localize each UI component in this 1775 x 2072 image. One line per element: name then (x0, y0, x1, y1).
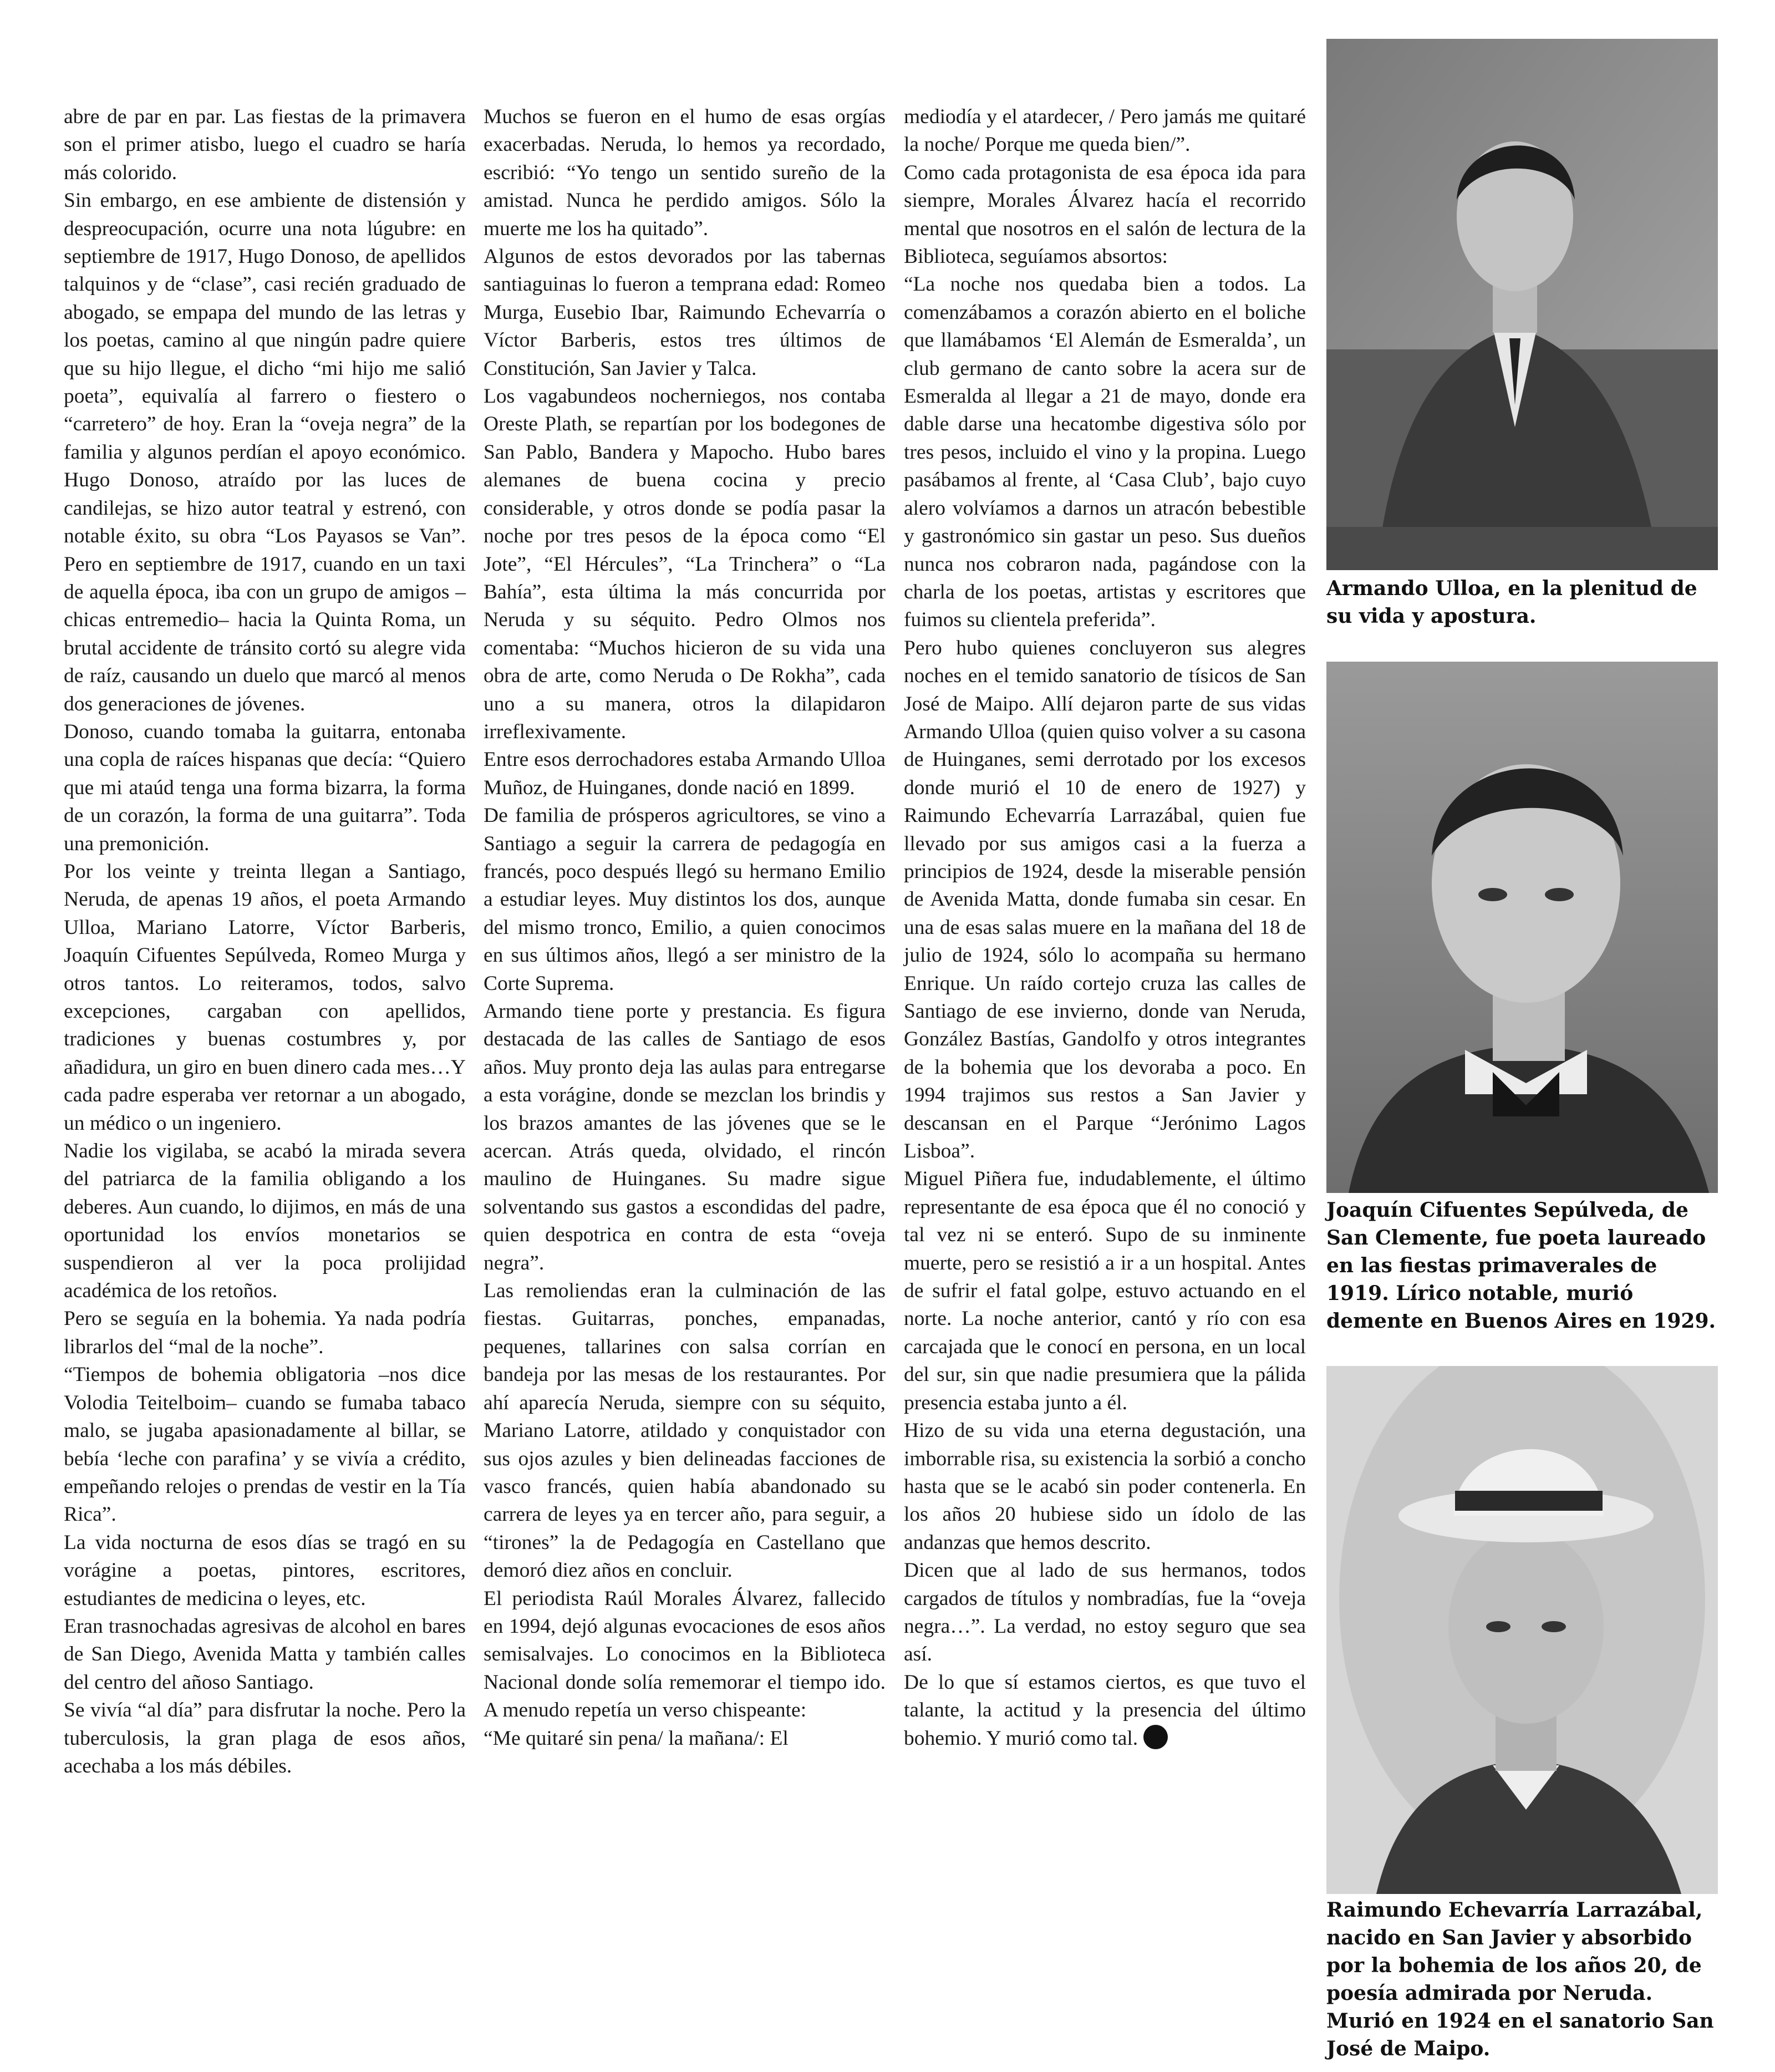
end-mark-icon (1143, 1725, 1168, 1749)
paragraph: El periodista Raúl Morales Álvarez, fallecido en 1994, dejó algunas evocaciones de esos años semisalvajes. Lo conocimos en la Biblioteca Nacional donde solía rememorar el tiempo ido. A menudo repetía un verso chispeante: (484, 1587, 886, 1722)
paragraph: Eran trasnochadas agresivas de alcohol en bares de San Diego, Avenida Matta y también calles del centro del añoso Santiago. (64, 1614, 466, 1694)
article-column-3 (904, 103, 1306, 1753)
paragraph: Donoso, cuando tomaba la guitarra, entonaba una copla de raíces hispanas que decía: “Quiero que mi ataúd tenga una forma bizarra, la forma de un corazón, la forma de una guitarra”. Toda una premonición. (64, 720, 466, 855)
photo-joaquin-cifuentes (1326, 662, 1718, 1193)
photo-armando-ulloa (1326, 39, 1718, 570)
paragraph: De lo que sí estamos ciertos, es que tuvo el talante, la actitud y la presencia del último bohemio. Y murió como tal. (904, 1670, 1306, 1750)
photo-raimundo-echevarria (1326, 1366, 1718, 1894)
paragraph: Nadie los vigilaba, se acabó la mirada severa del patriarca de la familia obligando a los deberes. Aun cuando, lo dijimos, en más de una oportunidad los envíos monetarios se suspendieron al ver la poca prolijidad académica de los retoños. (64, 1140, 466, 1303)
paragraph: Pero se seguía en la bohemia. Ya nada podría librarlos del “mal de la noche”. (64, 1307, 466, 1358)
paragraph: abre de par en par. Las fiestas de la primavera son el primer atisbo, luego el cuadro se haría más colorido. (64, 105, 466, 184)
paragraph: “Tiempos de bohemia obligatoria –nos dice Volodia Teitelboim– cuando se fumaba tabaco malo, se jugaba apasionadamente al billar, se bebía ‘leche con parafina’ y se vivía a crédito, empeñando relojes o prendas de vestir en la Tía Rica”. (64, 1363, 466, 1526)
caption-photo-3: Raimundo Echevarría Larrazábal, nacido en San Javier y absorbido por la bohemia de los años 20, de poesía admirada por Neruda. Murió en 1924 en el sanatorio San José de Maipo. (1326, 1898, 1714, 2060)
paragraph: Dicen que al lado de sus hermanos, todos cargados de títulos y nombradías, fue la “oveja negra…”. La verdad, no estoy seguro que sea así. (904, 1559, 1306, 1666)
paragraph: De familia de prósperos agricultores, se vino a Santiago a seguir la carrera de pedagogía en francés, poco después llegó su hermano Emilio a estudiar leyes. Muy distintos los dos, aunque del mismo tronco, Emilio, a quien conocimos en sus últimos años, llegó a ser ministro de la Corte Suprema. (484, 804, 886, 995)
paragraph: Miguel Piñera fue, indudablemente, el último representante de esa época que él no conoció y tal vez ni se enteró. Supo de su inminente muerte, pero se resistió a ir a un hospital. Antes de sufrir el fatal golpe, estuvo actuando en el norte. La noche anterior, cantó y río con esa carcajada que le conocí en persona, en un local del sur, sin que nadie presumiera que la pálida presencia estaba junto a él. (904, 1167, 1306, 1414)
article-column-2 (484, 103, 886, 1753)
paragraph: Los vagabundeos nocherniegos, nos contaba Oreste Plath, se repartían por los bodegones de San Pablo, Bandera y Mapocho. Hubo bares alemanes de buena cocina y precio considerable, y otros donde se podía pasar la noche por tres pesos de la época como “El Jote”, “El Hércules”, “La Trinchera” o “La Bahía”, esta última la más concurrida por Neruda y su séquito. Pedro Olmos nos comentaba: “Muchos hicieron de su vida una obra de arte, como Neruda o De Rokha”, cada uno a su manera, otros la dilapidaron irreflexivamente. (484, 385, 886, 743)
paragraph: mediodía y el atardecer, / Pero jamás me quitaré la noche/ Porque me queda bien/”. (904, 105, 1306, 156)
paragraph: Entre esos derrochadores estaba Armando Ulloa Muñoz, de Huinganes, donde nació en 1899. (484, 748, 886, 799)
article-column-1 (64, 103, 466, 1780)
paragraph: “Me quitaré sin pena/ la mañana/: El (484, 1726, 789, 1750)
paragraph: Las remoliendas eran la culminación de las fiestas. Guitarras, ponches, empanadas, pequenes, tallarines con salsa corrían en bandeja por las mesas de los restaurantes. Por ahí aparecía Neruda, siempre con su séquito, Mariano Latorre, atildado y conquistador con sus ojos azules y bien delineadas facciones de vasco francés, quien había abandonado su carrera de leyes ya en tercer año, para seguir, a “tirones” la de Pedagogía en Castellano que demoró diez años en concluir. (484, 1279, 886, 1582)
paragraph: La vida nocturna de esos días se tragó en su vorágine a poetas, pintores, escritores, estudiantes de medicina o leyes, etc. (64, 1531, 466, 1610)
paragraph: Armando tiene porte y prestancia. Es figura destacada de las calles de Santiago de esos años. Muy pronto deja las aulas para entregarse a esta vorágine, donde se mezclan los brindis y los brazos amantes de las jóvenes que se le acercan. Atrás queda, olvidado, el rincón maulino de Huinganes. Su madre sigue solventando sus gastos a escondidas del padre, quien despotrica en contra de esta “oveja negra”. (484, 1000, 886, 1274)
paragraph: “La noche nos quedaba bien a todos. La comenzábamos a corazón abierto en el boliche que llamábamos ‘El Alemán de Esmeralda’, un club germano de canto sobre la acera sur de Esmeralda al llegar a 21 de mayo, donde era dable darse una hecatombe digestiva sólo por tres pesos, incluido el vino y la propina. Luego pasábamos al frente, al ‘Casa Club’, bajo cuyo alero volvíamos a darnos un atracón bebestible y gastronómico sin gastar un peso. Sus dueños nunca nos cobraron nada, pagándose con la charla de los poetas, artistas y escritores que fuimos su clientela preferida”. (904, 273, 1306, 632)
paragraph: Por los veinte y treinta llegan a Santiago, Neruda, de apenas 19 años, el poeta Armando Ulloa, Mariano Latorre, Víctor Barberis, Joaquín Cifuentes Sepúlveda, Romeo Murga y otros tantos. Lo reiteramos, todos, salvo excepciones, cargaban con apellidos, tradiciones y buenas costumbres y, por añadidura, un giro en buen dinero cada mes…Y cada padre esperaba ver retornar a un abogado, un médico o un ingeniero. (64, 860, 466, 1135)
paragraph: Algunos de estos devorados por las tabernas santiaguinas lo fueron a temprana edad: Romeo Murga, Eusebio Ibar, Raimundo Echevarría o Víctor Barberis, estos tres últimos de Constitución, San Javier y Talca. (484, 245, 886, 380)
paragraph: Como cada protagonista de esa época ida para siempre, Morales Álvarez hacía el recorrido mental que nosotros en el salón de lectura de la Biblioteca, seguíamos absortos: (904, 161, 1306, 268)
caption-photo-2: Joaquín Cifuentes Sepúlveda, de San Clemente, fue poeta laureado en las fiestas primaverales de 1919. Lírico notable, murió demente en Buenos Aires en 1929. (1326, 1198, 1716, 1333)
paragraph: Pero hubo quienes concluyeron sus alegres noches en el temido sanatorio de tísicos de San José de Maipo. Allí dejaron parte de sus vidas Armando Ulloa (quien quiso volver a su casona de Huinganes, semi derrotado por los excesos donde murió el 10 de enero de 1927) y Raimundo Echevarría Larrazábal, quien fue llevado por sus amigos casi a la fuerza a principios de 1924, desde la miserable pensión de Avenida Matta, donde fumaba sin cesar. En una de esas salas muere en la mañana del 18 de julio de 1924, sólo lo acompaña su hermano Enrique. Un raído cortejo cruza las calles de Santiago de ese invierno, donde van Neruda, González Bastías, Gandolfo y otros integrantes de la bohemia que los devoraba a poco. En 1994 trajimos sus restos a San Javier y descansan en el Parque “Jerónimo Lagos Lisboa”. (904, 636, 1306, 1163)
caption-photo-1: Armando Ulloa, en la plenitud de su vida y apostura. (1326, 577, 1697, 628)
paragraph: Hizo de su vida una eterna degustación, una imborrable risa, su existencia la sorbió a concho hasta que se le acabó sin poder contenerla. En los años 20 hubiese sido un ídolo de las andanzas que hemos descrito. (904, 1419, 1306, 1554)
paragraph: Muchos se fueron en el humo de esas orgías exacerbadas. Neruda, lo hemos ya recordado, escribió: “Yo tengo un sentido sureño de la amistad. Nunca he perdido amigos. Sólo la muerte me los ha quitado”. (484, 105, 886, 240)
paragraph: Sin embargo, en ese ambiente de distensión y despreocupación, ocurre una nota lúgubre: en septiembre de 1917, Hugo Donoso, de apellidos talquinos y de “clase”, casi recién graduado de abogado, se empapa del mundo de las letras y los poetas, camino al que ningún padre quiere que su hijo llegue, el dicho “mi hijo me salió poeta”, equivalía al farrero o fiestero o “carretero” de hoy. Eran la “oveja negra” de la familia y algunos perdían el apoyo económico. Hugo Donoso, atraído por las luces de candilejas, se hizo autor teatral y estrenó, con notable éxito, su obra “Los Payasos se Van”. Pero en septiembre de 1917, cuando en un taxi de aquella época, iba con un grupo de amigos –chicas entremedio– hacia la Quinta Roma, un brutal accidente de tránsito cortó su alegre vida de raíz, causando un duelo que marcó al menos dos generaciones de jóvenes. (64, 189, 466, 715)
paragraph: Se vivía “al día” para disfrutar la noche. Pero la tuberculosis, la gran plaga de esos años, acechaba a los más débiles. (64, 1699, 466, 1778)
